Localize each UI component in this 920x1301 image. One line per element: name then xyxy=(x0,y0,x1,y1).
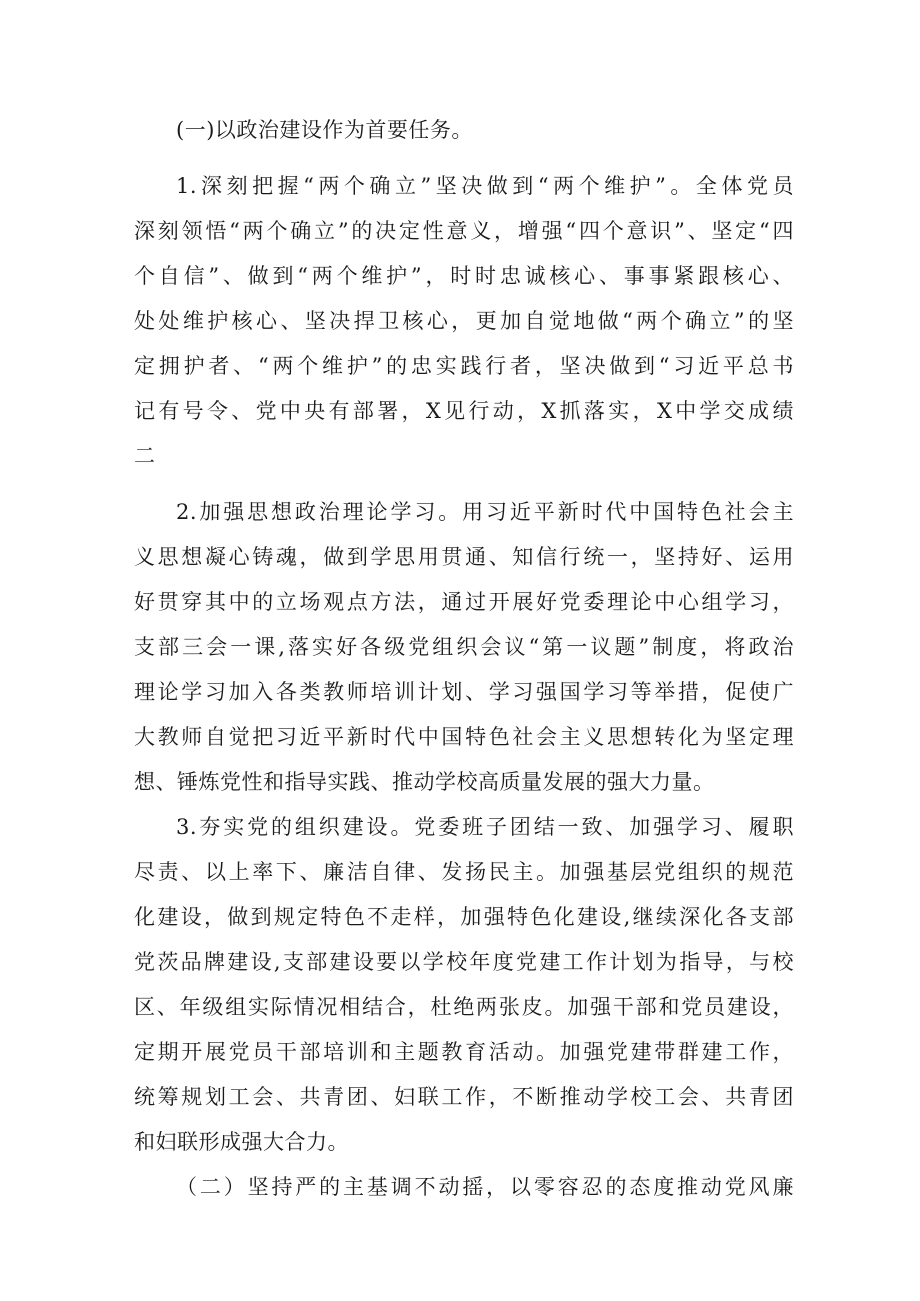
text-line: 想、锤炼党性和指导实践、推动学校高质量发展的强大力量。 xyxy=(134,770,715,794)
text-line: 理论学习加入各类教师培训计划、学习强国学习等举措，促使广 xyxy=(134,680,794,704)
document-page xyxy=(134,108,794,1210)
section-heading-2 xyxy=(134,1165,794,1210)
text-line: 支部三会一课,落实好各级党组织会议“第一议题”制度，将政治 xyxy=(134,635,794,659)
text-line: 党茨品牌建设,支部建设要以学校年度党建工作计划为指导，与校 xyxy=(134,950,794,974)
text-line: 深刻领悟“两个确立”的决定性意义，增强“四个意识”、坚定“四 xyxy=(134,219,794,243)
text-line: 处处维护核心、坚决捍卫核心，更加自觉地做“两个确立”的坚 xyxy=(134,309,794,333)
text-line: 定拥护者、“两个维护”的忠实践行者，坚决做到“习近平总书 xyxy=(134,354,794,378)
paragraph-item-2 xyxy=(134,490,794,805)
text-line: 大教师自觉把习近平新时代中国特色社会主义思想转化为坚定理 xyxy=(134,725,794,749)
paragraph-item-3 xyxy=(134,805,794,1165)
text-line: 记有号令、党中央有部署，X见行动，X抓落实，X中学交成绩 xyxy=(134,399,794,423)
paragraph-item-1 xyxy=(134,164,794,479)
text-line: 义思想凝心铸魂，做到学思用贯通、知信行统一，坚持好、运用 xyxy=(134,545,794,569)
text-line: 二 xyxy=(134,444,156,468)
text-line: 和妇联形成强大合力。 xyxy=(134,1130,349,1154)
text-line: (一)以政治建设作为首要任务。 xyxy=(176,118,473,142)
text-line: 化建设，做到规定特色不走样，加强特色化建设,继续深化各支部 xyxy=(134,905,794,929)
text-line: 区、年级组实际情况相结合，杜绝两张皮。加强干部和党员建设， xyxy=(134,995,794,1019)
text-line: 尽责、以上率下、廉洁自律、发扬民主。加强基层党组织的规范 xyxy=(134,860,794,884)
text-line: 3.夯实党的组织建设。党委班子团结一致、加强学习、履职 xyxy=(176,815,794,839)
text-line: 定期开展党员干部培训和主题教育活动。加强党建带群建工作， xyxy=(134,1040,794,1064)
text-line: 1.深刻把握“两个确立”坚决做到“两个维护”。全体党员 xyxy=(176,174,794,198)
text-line: （二）坚持严的主基调不动摇，以零容忍的态度推动党风廉 xyxy=(176,1175,794,1199)
text-line: 个自信”、做到“两个维护”，时时忠诚核心、事事紧跟核心、 xyxy=(134,264,794,288)
text-line: 好贯穿其中的立场观点方法，通过开展好党委理论中心组学习， xyxy=(134,590,794,614)
text-line: 2.加强思想政治理论学习。用习近平新时代中国特色社会主 xyxy=(176,500,794,524)
text-line: 统筹规划工会、共青团、妇联工作，不断推动学校工会、共青团 xyxy=(134,1085,794,1109)
section-heading-1 xyxy=(134,108,794,153)
